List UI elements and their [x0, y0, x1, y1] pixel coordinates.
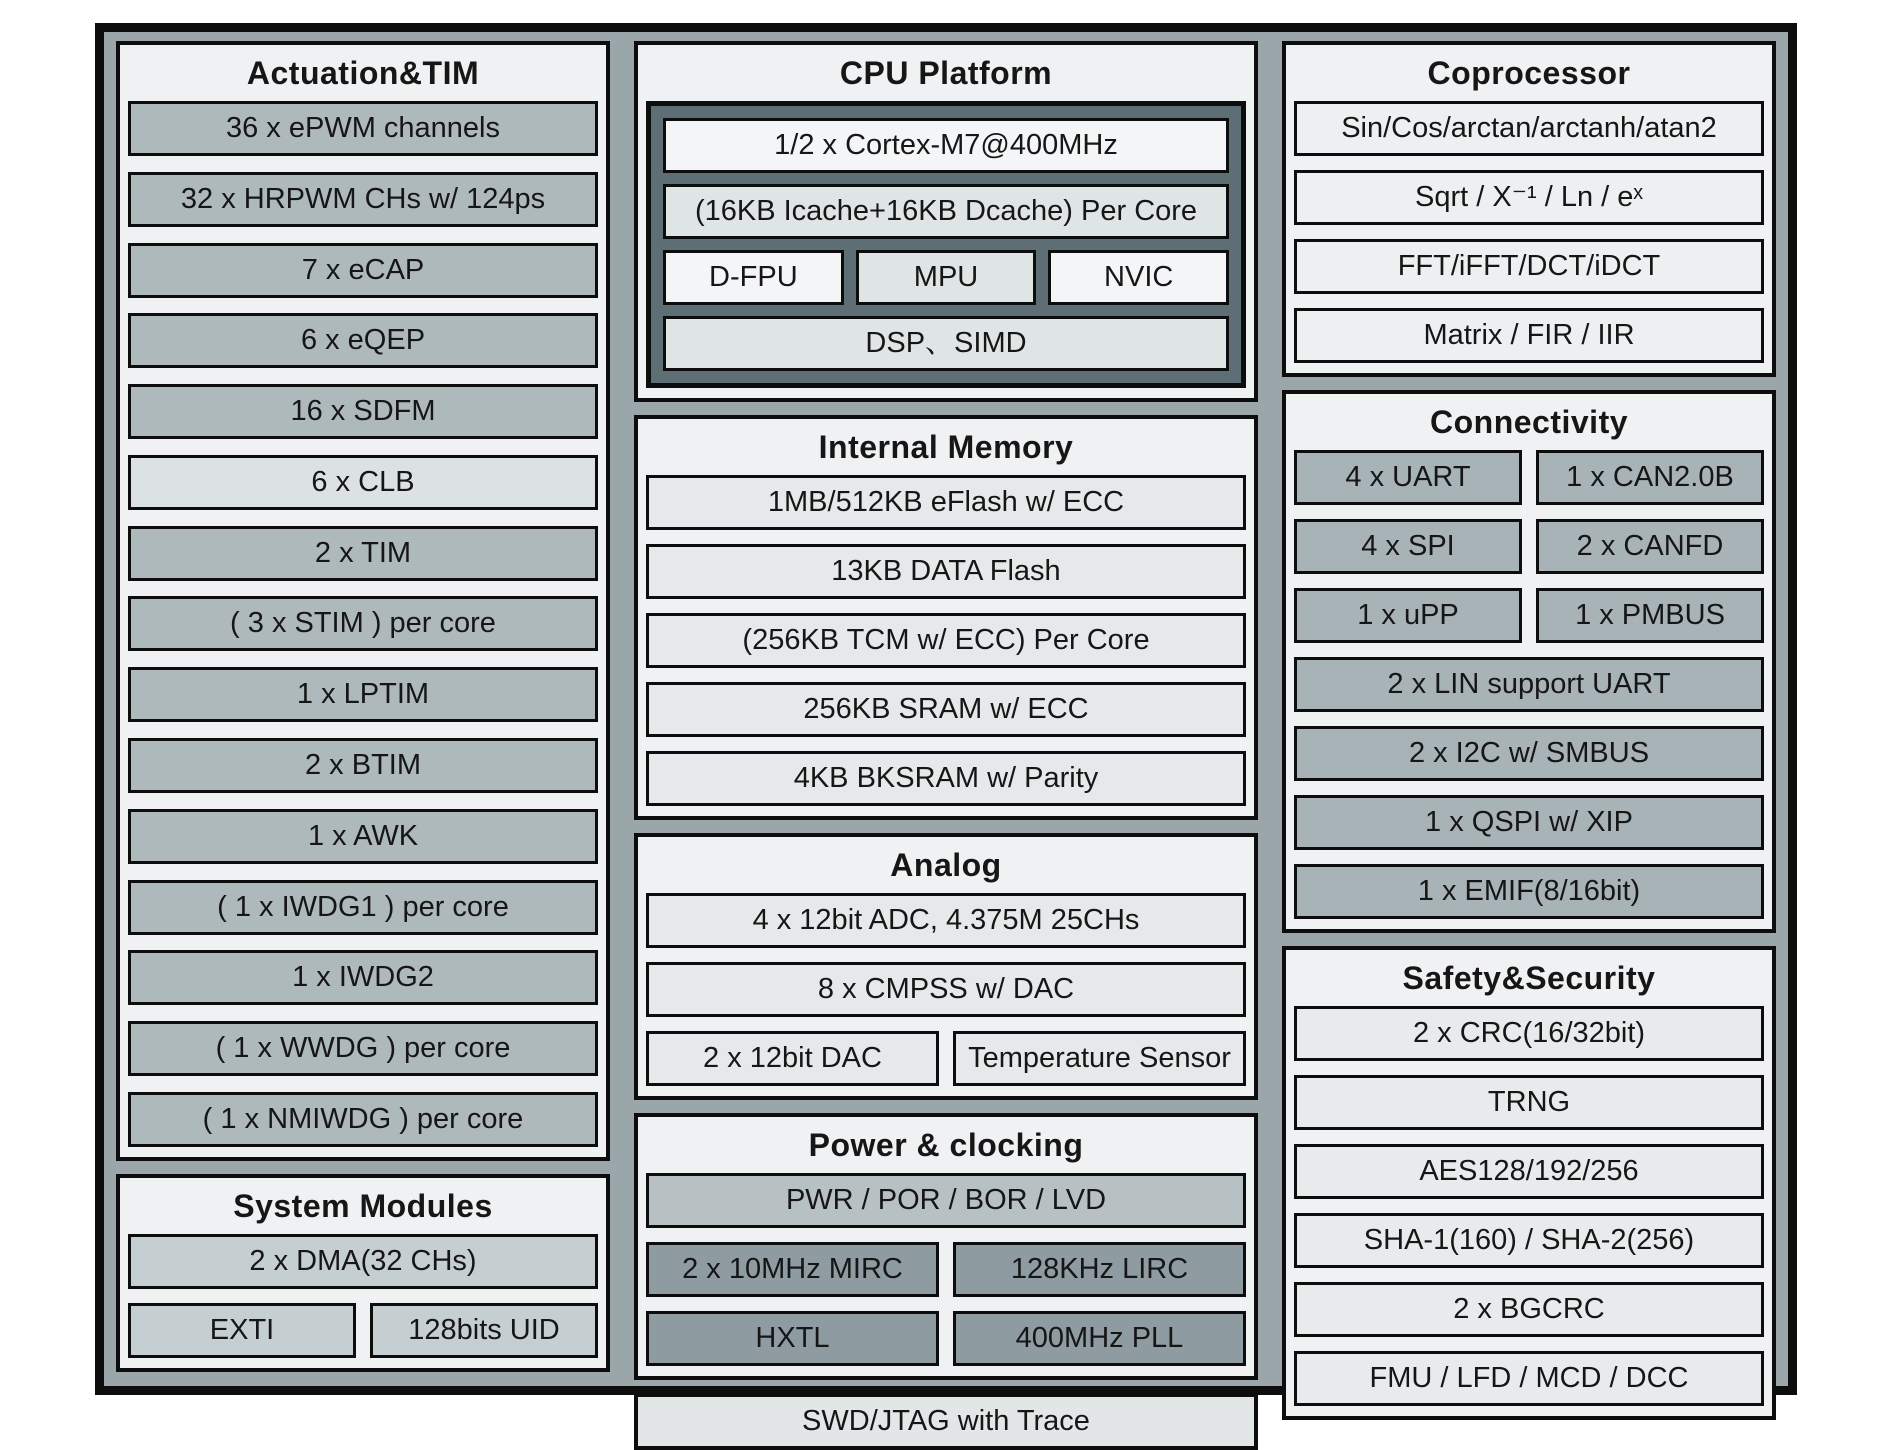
section-analog — [634, 833, 1258, 1100]
block-canfd: 2 x CANFD — [1536, 519, 1764, 574]
block-i2c-smbus: 2 x I2C w/ SMBUS — [1294, 726, 1764, 781]
block-awk: 1 x AWK — [128, 809, 598, 864]
block-adc: 4 x 12bit ADC, 4.375M 25CHs — [646, 893, 1246, 948]
section-title-internal-memory: Internal Memory — [818, 429, 1074, 465]
block-nmiwdg: ( 1 x NMIWDG ) per core — [128, 1092, 598, 1147]
column-left — [116, 41, 610, 1372]
block-clb: 6 x CLB — [128, 455, 598, 510]
block-sha: SHA-1(160) / SHA-2(256) — [1294, 1213, 1764, 1268]
connectivity-pair-3 — [1294, 588, 1764, 643]
block-cmpss: 8 x CMPSS w/ DAC — [646, 962, 1246, 1017]
block-upp: 1 x uPP — [1294, 588, 1522, 643]
block-emif: 1 x EMIF(8/16bit) — [1294, 864, 1764, 919]
block-hxtl: HXTL — [646, 1311, 939, 1366]
connectivity-pair-2 — [1294, 519, 1764, 574]
section-title-connectivity: Connectivity — [1429, 404, 1629, 440]
block-dfpu: D-FPU — [663, 250, 844, 305]
block-aes: AES128/192/256 — [1294, 1144, 1764, 1199]
block-bksram: 4KB BKSRAM w/ Parity — [646, 751, 1246, 806]
section-title-actuation-tim: Actuation&TIM — [246, 55, 480, 91]
block-iwdg1: ( 1 x IWDG1 ) per core — [128, 880, 598, 935]
section-power-clocking — [634, 1113, 1258, 1380]
coprocessor-rows — [1294, 101, 1764, 363]
block-matrix-fir-iir: Matrix / FIR / IIR — [1294, 308, 1764, 363]
section-title-system-modules: System Modules — [233, 1188, 493, 1224]
section-cpu-platform — [634, 41, 1258, 402]
block-cortex-m7-core: 1/2 x Cortex-M7@400MHz — [663, 118, 1229, 173]
block-lptim: 1 x LPTIM — [128, 667, 598, 722]
cpu-core-container — [646, 101, 1246, 388]
block-mirc: 2 x 10MHz MIRC — [646, 1242, 939, 1297]
block-qspi-xip: 1 x QSPI w/ XIP — [1294, 795, 1764, 850]
block-dsp-simd: DSP、SIMD — [663, 316, 1229, 371]
block-lirc: 128KHz LIRC — [953, 1242, 1246, 1297]
block-pwr-por-bor-lvd: PWR / POR / BOR / LVD — [646, 1173, 1246, 1228]
block-fft-dct: FFT/iFFT/DCT/iDCT — [1294, 239, 1764, 294]
column-right — [1282, 41, 1776, 1394]
block-sqrt-ln-exp: Sqrt / X⁻¹ / Ln / eˣ — [1294, 170, 1764, 225]
block-spi: 4 x SPI — [1294, 519, 1522, 574]
block-temperature-sensor: Temperature Sensor — [953, 1031, 1246, 1086]
block-dac: 2 x 12bit DAC — [646, 1031, 939, 1086]
block-pmbus: 1 x PMBUS — [1536, 588, 1764, 643]
section-title-coprocessor: Coprocessor — [1427, 55, 1631, 91]
block-iwdg2: 1 x IWDG2 — [128, 950, 598, 1005]
block-exti: EXTI — [128, 1303, 356, 1358]
column-middle — [634, 41, 1258, 1437]
block-tcm: (256KB TCM w/ ECC) Per Core — [646, 613, 1246, 668]
block-dma: 2 x DMA(32 CHs) — [128, 1234, 598, 1289]
block-can20b: 1 x CAN2.0B — [1536, 450, 1764, 505]
block-bgcrc: 2 x BGCRC — [1294, 1282, 1764, 1337]
section-actuation-tim — [116, 41, 610, 1161]
block-fmu-lfd-mcd-dcc: FMU / LFD / MCD / DCC — [1294, 1351, 1764, 1406]
chip-outer-frame — [95, 23, 1797, 1437]
block-sdfm: 16 x SDFM — [128, 384, 598, 439]
section-title-power-clocking: Power & clocking — [808, 1127, 1084, 1163]
block-sram: 256KB SRAM w/ ECC — [646, 682, 1246, 737]
section-title-analog: Analog — [890, 847, 1002, 883]
section-safety-security — [1282, 946, 1776, 1420]
block-lin-uart: 2 x LIN support UART — [1294, 657, 1764, 712]
block-trng: TRNG — [1294, 1075, 1764, 1130]
analog-rows — [646, 893, 1246, 1086]
actuation-rows — [128, 101, 598, 1147]
system-modules-pair — [128, 1303, 598, 1358]
section-connectivity — [1282, 390, 1776, 933]
section-title-cpu-platform: CPU Platform — [839, 55, 1053, 91]
section-internal-memory — [634, 415, 1258, 820]
block-eflash: 1MB/512KB eFlash w/ ECC — [646, 475, 1246, 530]
power-pair-2 — [646, 1311, 1246, 1366]
section-coprocessor — [1282, 41, 1776, 377]
safety-rows — [1294, 1006, 1764, 1406]
block-trig-functions: Sin/Cos/arctan/arctanh/atan2 — [1294, 101, 1764, 156]
connectivity-pair-1 — [1294, 450, 1764, 505]
block-eqep: 6 x eQEP — [128, 313, 598, 368]
block-crc: 2 x CRC(16/32bit) — [1294, 1006, 1764, 1061]
analog-pair — [646, 1031, 1246, 1086]
connectivity-rows — [1294, 450, 1764, 919]
block-mpu: MPU — [856, 250, 1037, 305]
block-uart: 4 x UART — [1294, 450, 1522, 505]
section-title-safety-security: Safety&Security — [1402, 960, 1656, 996]
block-btim: 2 x BTIM — [128, 738, 598, 793]
block-hrpwm-channels: 32 x HRPWM CHs w/ 124ps — [128, 172, 598, 227]
block-data-flash: 13KB DATA Flash — [646, 544, 1246, 599]
block-wwdg: ( 1 x WWDG ) per core — [128, 1021, 598, 1076]
system-modules-rows — [128, 1234, 598, 1358]
block-nvic: NVIC — [1048, 250, 1229, 305]
block-stim: ( 3 x STIM ) per core — [128, 596, 598, 651]
block-swd-jtag-trace: SWD/JTAG with Trace — [634, 1393, 1258, 1450]
block-pll: 400MHz PLL — [953, 1311, 1246, 1366]
power-pair-1 — [646, 1242, 1246, 1297]
block-epwm-channels: 36 x ePWM channels — [128, 101, 598, 156]
section-system-modules — [116, 1174, 610, 1372]
block-cache-per-core: (16KB Icache+16KB Dcache) Per Core — [663, 184, 1229, 239]
power-rows — [646, 1173, 1246, 1366]
block-tim: 2 x TIM — [128, 526, 598, 581]
block-uid: 128bits UID — [370, 1303, 598, 1358]
block-ecap: 7 x eCAP — [128, 243, 598, 298]
internal-memory-rows — [646, 475, 1246, 806]
cpu-subblocks-row — [663, 250, 1229, 305]
